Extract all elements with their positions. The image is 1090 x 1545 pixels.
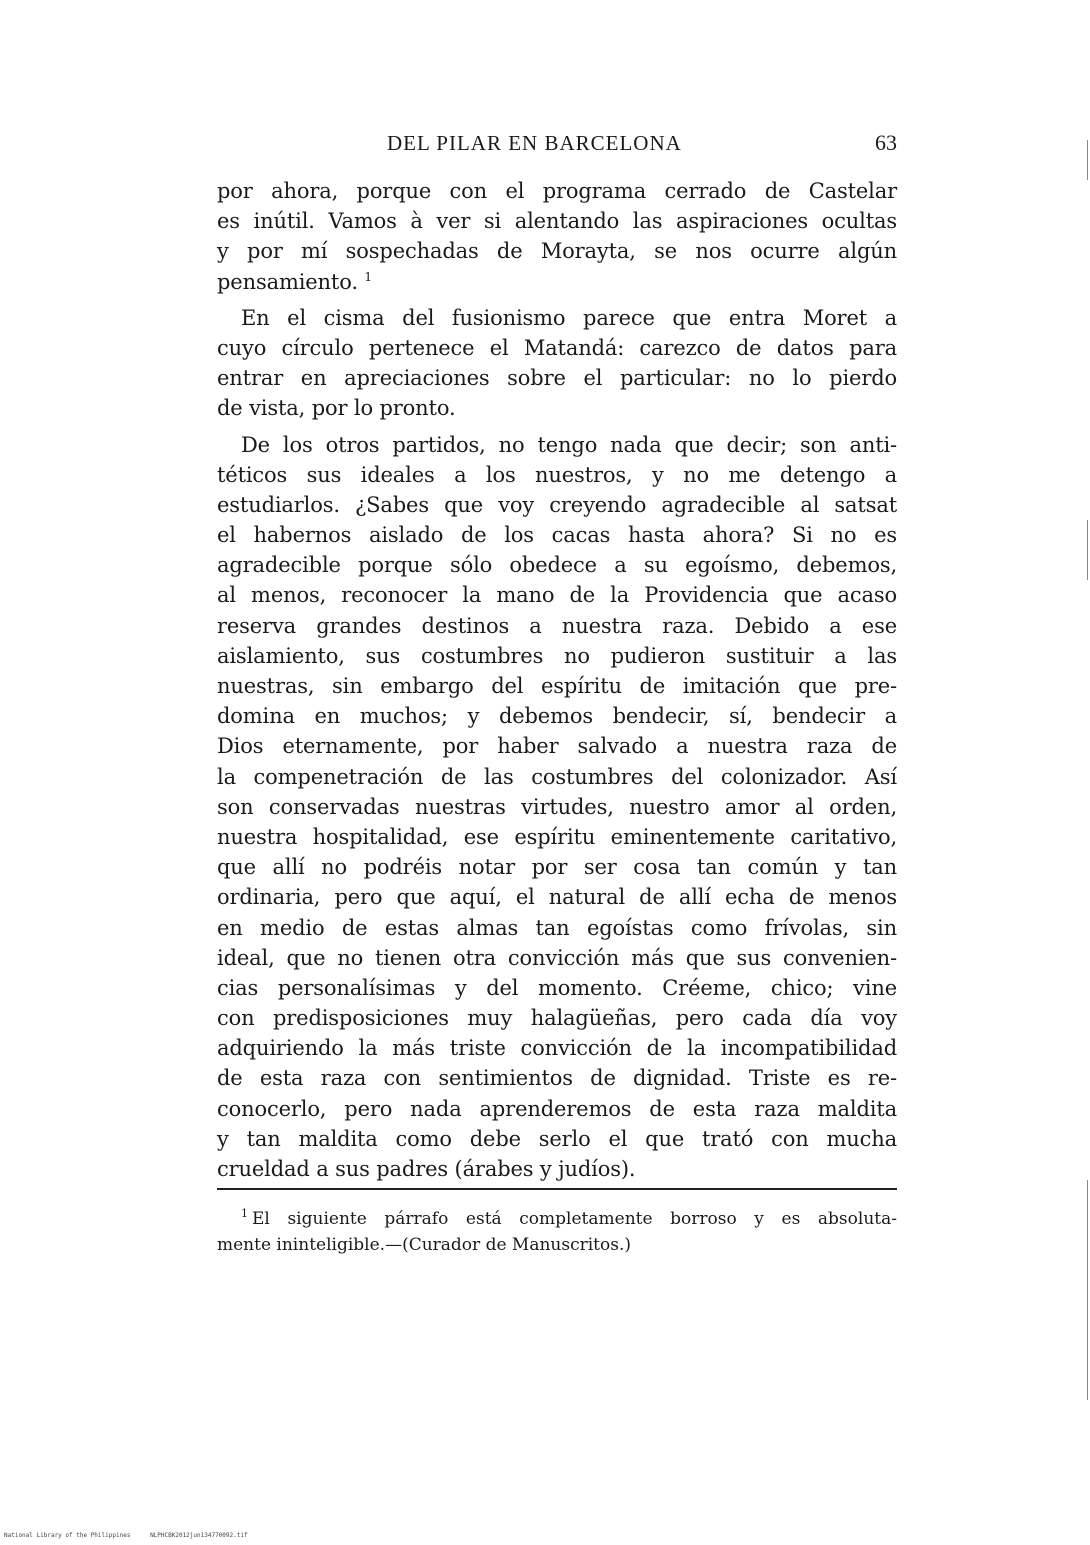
footnote-number: 1: [241, 1207, 248, 1221]
page-number: 63: [875, 130, 897, 155]
text-line: cuyo círculo pertenece el Matandá: carezco de datos para: [217, 335, 897, 360]
text-line: agradecible porque sólo obedece a su egoísmo, debemos,: [217, 553, 897, 578]
running-title: DEL PILAR EN BARCELONA: [387, 131, 682, 155]
text-line: conocerlo, pero nada aprenderemos de esta raza maldita: [217, 1096, 897, 1121]
text-line: de esta raza con sentimientos de dignidad. Triste es re-: [217, 1066, 897, 1091]
text-line: reserva grandes destinos a nuestra raza. Debido a ese: [217, 613, 897, 638]
scan-edge-mark: [1087, 520, 1088, 580]
text-line: aislamiento, sus costumbres no pudieron sustituir a las: [217, 643, 897, 668]
text-line: cias personalísimas y del momento. Créeme, chico; vine: [217, 975, 897, 1000]
scan-edge-mark: [1087, 1180, 1088, 1400]
text-line: y por mí sospechadas de Morayta, se nos ocurre algún: [217, 239, 897, 264]
footnote-divider: [217, 1188, 897, 1190]
text-line: por ahora, porque con el programa cerrado de Castelar: [217, 179, 897, 203]
text-line: crueldad a sus padres (árabes y judíos).: [217, 1157, 636, 1181]
footnote-reference: 1: [364, 269, 372, 284]
text-line: En el cisma del fusionismo parece que entra Moret a: [241, 305, 897, 330]
body-text: [217, 176, 897, 1184]
text-line: nuestra hospitalidad, ese espíritu eminentemente caritativo,: [217, 824, 897, 849]
scan-credit: [4, 1532, 248, 1539]
text-line: al menos, reconocer la mano de la Providencia que acaso: [217, 583, 897, 608]
text-line: Dios eternamente, por haber salvado a nuestra raza de: [217, 734, 897, 759]
text-line: de vista, por lo pronto.: [217, 396, 456, 421]
text-line: De los otros partidos, no tengo nada que decir; son anti-: [241, 432, 897, 457]
text-line: en medio de estas almas tan egoístas como frívolas, sin: [217, 915, 897, 940]
text-line: [217, 267, 897, 297]
text-line: ordinaria, pero que aquí, el natural de allí echa de menos: [217, 885, 897, 910]
footnote-line: [217, 1206, 897, 1232]
scan-library: National Library of the Philippines: [4, 1532, 131, 1539]
footnote-line: mente ininteligible.—(Curador de Manuscritos.): [217, 1235, 631, 1255]
text-line: téticos sus ideales a los nuestros, y no me detengo a: [217, 462, 897, 487]
scan-file-id: NLPHCBK2012jun134770092.tif: [150, 1532, 248, 1539]
text-line: estudiarlos. ¿Sabes que voy creyendo agradecible al satsat: [217, 492, 897, 517]
running-head: [217, 128, 897, 162]
footnote-text: El siguiente párrafo está completamente borroso y es absoluta-: [252, 1209, 897, 1229]
text-line: adquiriendo la más triste convicción de la incompatibilidad: [217, 1036, 897, 1061]
text-line: son conservadas nuestras virtudes, nuestro amor al orden,: [217, 794, 897, 819]
text-line: entrar en apreciaciones sobre el particular: no lo pierdo: [217, 366, 897, 391]
text-line: que allí no podréis notar por ser cosa tan común y tan: [217, 855, 897, 880]
text-line: ideal, que no tienen otra convicción más que sus convenien-: [217, 945, 897, 970]
footnotes: [217, 1206, 897, 1258]
text-line: es inútil. Vamos à ver si alentando las aspiraciones ocultas: [217, 209, 897, 234]
text-line: el habernos aislado de los cacas hasta ahora? Si no es: [217, 523, 897, 548]
text-line: domina en muchos; y debemos bendecir, sí, bendecir a: [217, 704, 897, 729]
text-line: nuestras, sin embargo del espíritu de imitación que pre-: [217, 674, 897, 698]
scan-edge-mark: [1087, 140, 1088, 180]
text-line: con predisposiciones muy halagüeñas, pero cada día voy: [217, 1006, 897, 1031]
text-line: la compenetración de las costumbres del colonizador. Así: [217, 764, 897, 789]
text-line: y tan maldita como debe serlo el que trató con mucha: [217, 1126, 897, 1151]
text-line-content: pensamiento.: [217, 269, 358, 294]
